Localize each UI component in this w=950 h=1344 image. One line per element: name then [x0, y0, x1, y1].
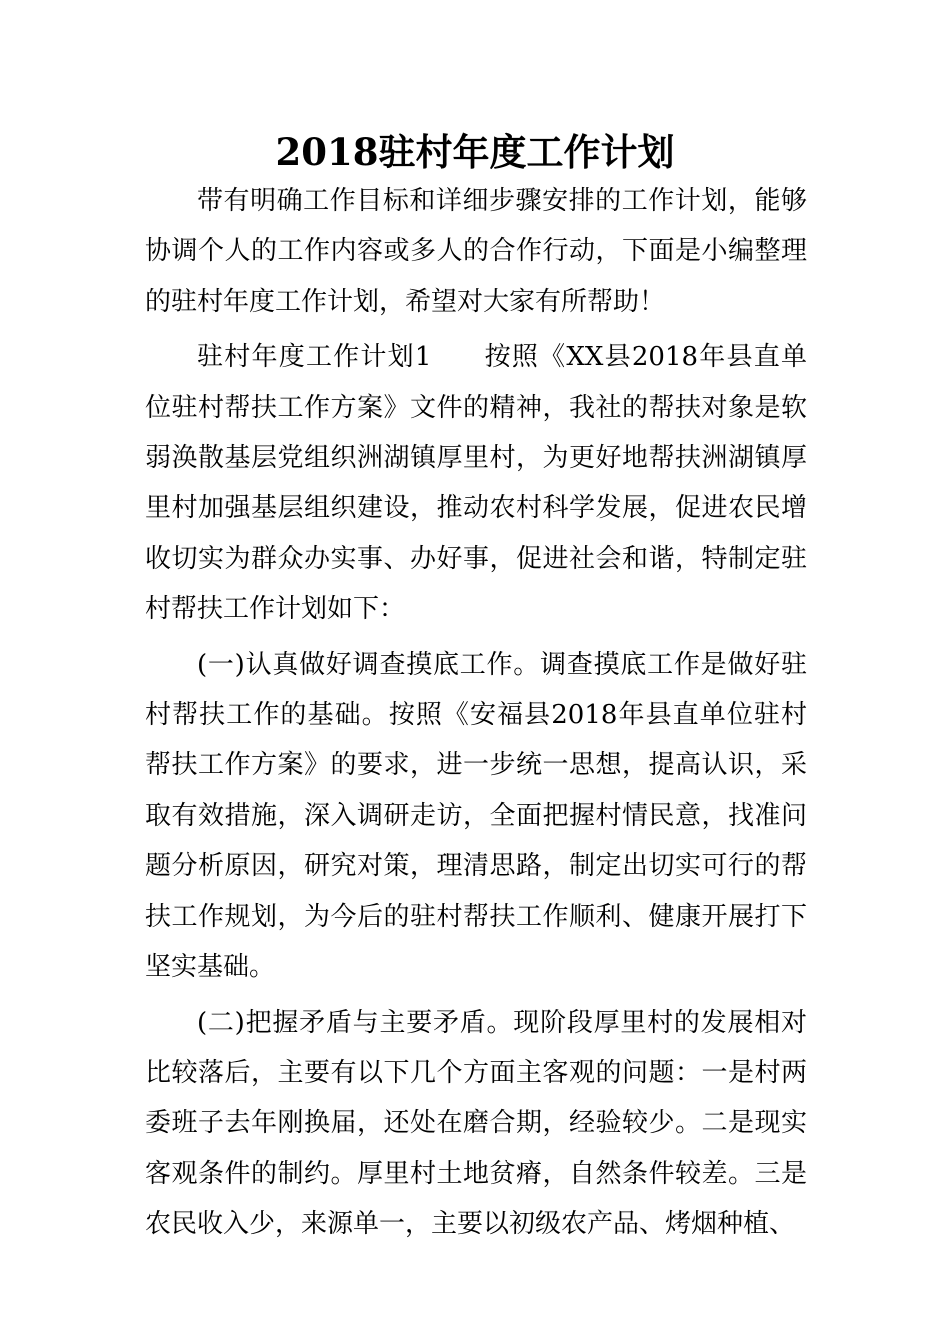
paragraph-plan-1 [145, 332, 807, 634]
document-title: 2018驻村年度工作计划 [275, 130, 675, 174]
paragraph-item-1 [145, 640, 807, 993]
paragraph-text: 带有明确工作目标和详细步骤安排的工作计划，能够协调个人的工作内容或多人的合作行动，下面是小编整理的驻村年度工作计划，希望对大家有所帮助！ [145, 186, 807, 317]
paragraph-text: 按照《XX县2018年县直单位驻村帮扶工作方案》文件的精神，我社的帮扶对象是软弱涣散基层党组织洲湖镇厚里村，为更好地帮扶洲湖镇厚里村加强基层组织建设，推动农村科学发展，促进农民增收切实为群众办实事、办好事，促进社会和谐，特制定驻村帮扶工作计划如下： [145, 342, 807, 625]
paragraph-text: (二)把握矛盾与主要矛盾。现阶段厚里村的发展相对比较落后，主要有以下几个方面主客观的问题：一是村两委班子去年刚换届，还处在磨合期，经验较少。二是现实客观条件的制约。厚里村土地贫瘠，自然条件较差。三是农民收入少，来源单一，主要以初级农产品、烤烟种植、 [145, 1007, 807, 1240]
paragraph-item-2 [145, 998, 807, 1250]
paragraph-intro [145, 176, 807, 327]
document-body [145, 176, 807, 1255]
section-heading: 驻村年度工作计划1 [197, 342, 432, 373]
paragraph-text: (一)认真做好调查摸底工作。调查摸底工作是做好驻村帮扶工作的基础。按照《安福县2018年县直单位驻村帮扶工作方案》的要求，进一步统一思想，提高认识，采取有效措施，深入调研走访，全面把握村情民意，找准问题分析原因，研究对策，理清思路，制定出切实可行的帮扶工作规划，为今后的驻村帮扶工作顺利、健康开展打下坚实基础。 [145, 649, 807, 983]
